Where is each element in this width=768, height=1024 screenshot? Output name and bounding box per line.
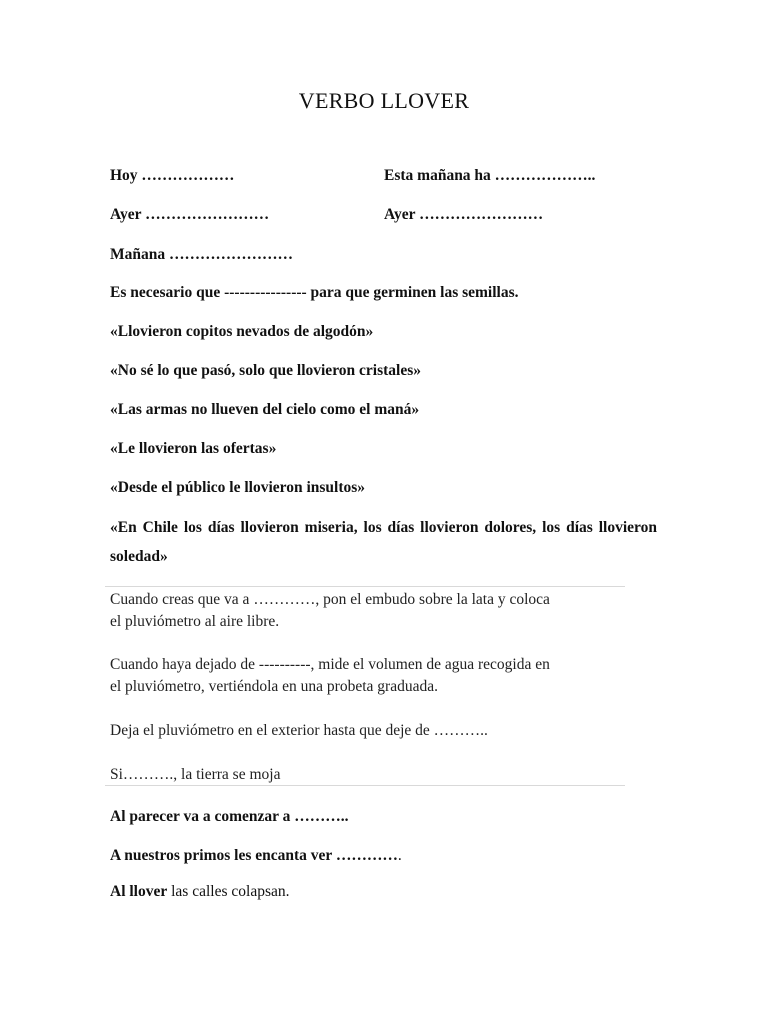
- sentence-necesario: Es necesario que ---------------- para que germinen las semillas.: [110, 284, 519, 301]
- quote-armas: «Las armas no llueven del cielo como el maná»: [110, 401, 420, 418]
- box-p1-line2: el pluviómetro al aire libre.: [110, 613, 280, 630]
- box-p2-line2: el pluviómetro, vertiéndola en una probeta graduada.: [110, 678, 438, 695]
- box-p2-line1: Cuando haya dejado de ----------, mide el volumen de agua recogida en: [110, 656, 550, 673]
- quote-insultos: «Desde el público le llovieron insultos»: [110, 479, 366, 496]
- box-paragraph-4: Si………., la tierra se moja: [110, 766, 281, 783]
- fill-hoy: Hoy ………………: [110, 167, 235, 184]
- fill-manana: Mañana ……………………: [110, 246, 293, 263]
- box-top-rule: [105, 586, 625, 587]
- page-title: VERBO LLOVER: [298, 88, 470, 113]
- primos-text: A nuestros primos les encanta ver: [110, 847, 336, 864]
- quote-ofertas: «Le llovieron las ofertas»: [110, 440, 277, 457]
- box-p1-line1: Cuando creas que va a …………, pon el embudo sobre la lata y coloca: [110, 591, 550, 608]
- quote-copitos: «Llovieron copitos nevados de algodón»: [110, 323, 374, 340]
- sentence-calles: [110, 883, 289, 901]
- fill-ayer-right: Ayer ……………………: [384, 206, 544, 223]
- box-paragraph-1: [110, 589, 630, 633]
- quote-cristales: «No sé lo que pasó, solo que llovieron cristales»: [110, 362, 422, 379]
- box-bottom-rule: [105, 785, 625, 786]
- sentence-comenzar: Al parecer va a comenzar a ………..: [110, 808, 349, 825]
- fill-esta-manana: Esta mañana ha ………………..: [384, 167, 596, 184]
- fill-ayer-left: Ayer ……………………: [110, 206, 270, 223]
- box-paragraph-3: Deja el pluviómetro en el exterior hasta que deje de ………..: [110, 722, 488, 739]
- calles-suffix: las calles colapsan.: [167, 883, 290, 900]
- calles-prefix: Al: [110, 883, 130, 900]
- sentence-primos: [110, 847, 402, 865]
- calles-verb: llover: [129, 883, 168, 900]
- box-paragraph-2: [110, 654, 630, 698]
- quote-chile: «En Chile los días llovieron miseria, los días llovieron dolores, los días llovieron soledad»: [110, 519, 657, 565]
- primos-period: .: [397, 847, 402, 864]
- primos-blank: …………: [335, 847, 398, 864]
